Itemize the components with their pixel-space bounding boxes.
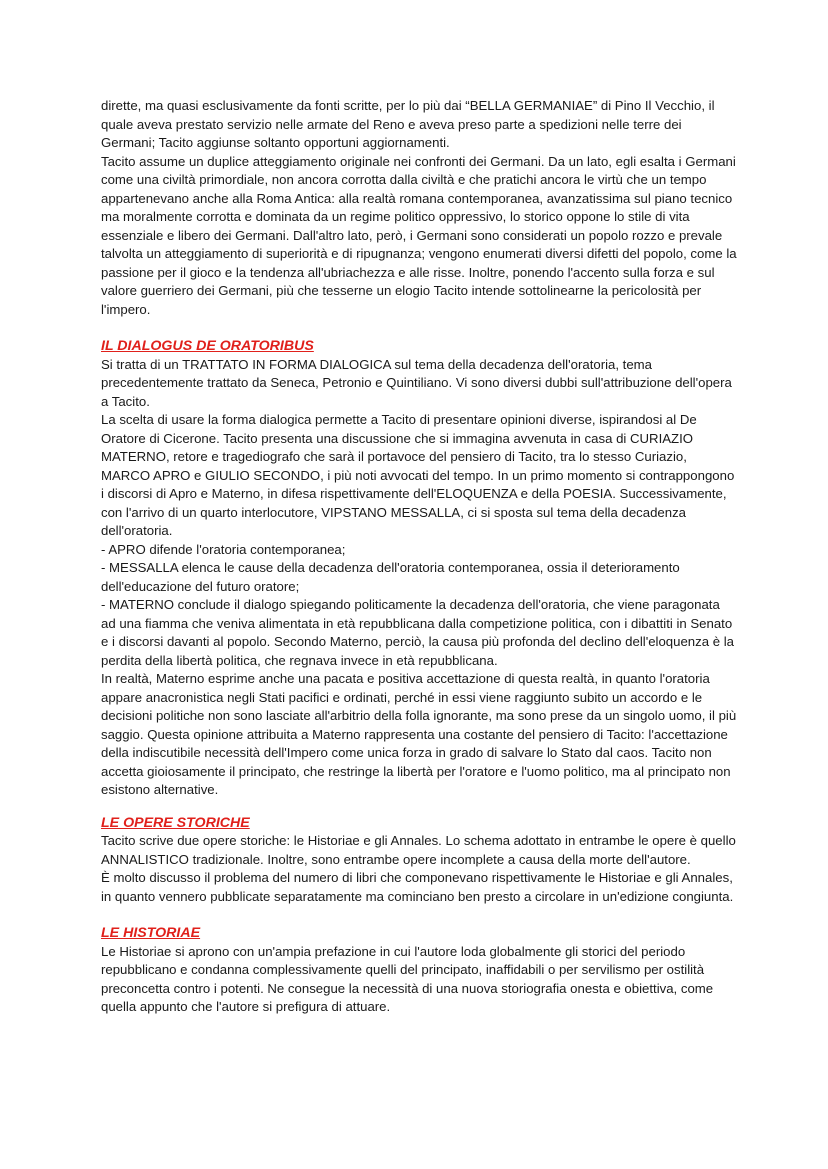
section-heading: LE OPERE STORICHE: [101, 814, 250, 831]
intro-section: [101, 97, 737, 319]
section-heading: IL DIALOGUS DE ORATORIBUS: [101, 338, 314, 354]
paragraph: In realtà, Materno esprime anche una pacata e positiva accettazione di questa realtà, in quanto l'oratoria appare anacronistica negli Stati pacifici e ordinati, perché in essi viene raggiunto subito un accordo e le decisioni politiche non sono lasciate all'arbitrio della folla ignorante, ma sono prese da un singolo uomo, il più saggio. Questa opinione attribuita a Materno rappresenta una costante del pensiero di Tacito: l'accettazione della indiscutibile necessità dell'Impero come unica forza in grado di salvare lo Stato dal caos. Tacito non accetta gioiosamente il principato, che restringe la libertà per l'oratore e l'uomo politico, ma al principato non esistono alternative.: [101, 671, 737, 797]
opere-storiche-section: [101, 814, 737, 907]
paragraph: Le Historiae si aprono con un'ampia prefazione in cui l'autore loda globalmente gli storici del periodo repubblicano e condanna complessivamente quelli del principato, inaffidabili o per servilismo per ostilità preconcetta contro i potenti. Ne consegue la necessità di una nuova storiografia onesta e obiettiva, come quella appunto che l'autore si prefigura di attuare.: [101, 943, 714, 1014]
paragraph: Tacito scrive due opere storiche: le Historiae e gli Annales. Lo schema adottato in entrambe le opere è quello ANNALISTICO tradizionale. Inoltre, sono entrambe opere incomplete a causa della morte dell'autore.: [101, 833, 736, 867]
paragraph: Tacito assume un duplice atteggiamento originale nei confronti dei Germani. Da un lato, egli esalta i Germani come una civiltà primordiale, non ancora corrotta dalla civiltà e che pratichi ancora le virtù che un tempo appartenevano anche alla Roma Antica: alla realtà romana contemporanea, avanzatissima sul piano tecnico ma moralmente corrotta e dominata da un regime politico oppressivo, lo storico oppone lo stile di vita essenziale e libero dei Germani. Dall'altro lato, però, i Germani sono considerati un popolo rozzo e prevale talvolta un atteggiamento di superiorità e di ripugnanza; vengono enumerati diversi difetti del popolo, come la passione per il gioco e la tendenza all'ubriachezza e alle risse. Inoltre, ponendo l'accento sulla forza e sul valore guerriero dei Germani, più che tesserne un elogio Tacito intende sottolinearne la pericolosità per l'impero.: [101, 153, 737, 317]
paragraph: La scelta di usare la forma dialogica permette a Tacito di presentare opinioni diverse, ispirandosi al De Oratore di Cicerone. Tacito presenta una discussione che si immagina avvenuta in casa di CURIAZIO MATERNO, retore e tragediografo che sarà il portavoce del pensiero di Tacito, tra lo stesso Curiazio, MARCO APRO e GIULIO SECONDO, i più noti avvocati del tempo. In un primo momento si contrappongono i discorsi di Apro e Materno, in difesa rispettivamente dell'ELOQUENZA e della POESIA. Successivamente, con l'arrivo di un quarto interlocutore, VIPSTANO MESSALLA, ci si sposta sul tema della decadenza dell'oratoria.: [101, 412, 735, 538]
dialogus-section: [101, 337, 737, 800]
list-item: - MATERNO conclude il dialogo spiegando politicamente la decadenza dell'oratoria, che viene paragonata ad una fiamma che veniva alimentata in età repubblicana dalla competizione politica, con i dibattiti in Senato e i discorsi davanti al popolo. Secondo Materno, perciò, la causa più profonda del declino dell'eloquenza è la perdita della libertà politica, che regnava invece in età repubblicana.: [101, 597, 734, 668]
paragraph: Si tratta di un TRATTATO IN FORMA DIALOGICA sul tema della decadenza dell'oratoria, tema precedentemente trattato da Seneca, Petronio e Quintiliano. Vi sono diversi dubbi sull'attribuzione dell'opera a Tacito.: [101, 356, 732, 409]
section-heading: LE HISTORIAE: [101, 925, 201, 941]
historiae-section: [101, 924, 737, 1017]
list-item: - APRO difende l'oratoria contemporanea;: [101, 541, 346, 557]
document-page: [101, 97, 737, 1017]
paragraph: dirette, ma quasi esclusivamente da fonti scritte, per lo più dai “BELLA GERMANIAE” di Pino Il Vecchio, il quale aveva prestato servizio nelle armate del Reno e aveva preso parte a spedizioni nelle terre dei Germani; Tacito aggiunse soltanto opportuni aggiornamenti.: [101, 98, 715, 150]
paragraph: È molto discusso il problema del numero di libri che componevano rispettivamente le Historiae e gli Annales, in quanto vennero pubblicate separatamente ma cominciano ben presto a circolare in un'edizione congiunta.: [101, 870, 734, 904]
list-item: - MESSALLA elenca le cause della decadenza dell'oratoria contemporanea, ossia il deterioramento dell'educazione del futuro oratore;: [101, 560, 680, 594]
